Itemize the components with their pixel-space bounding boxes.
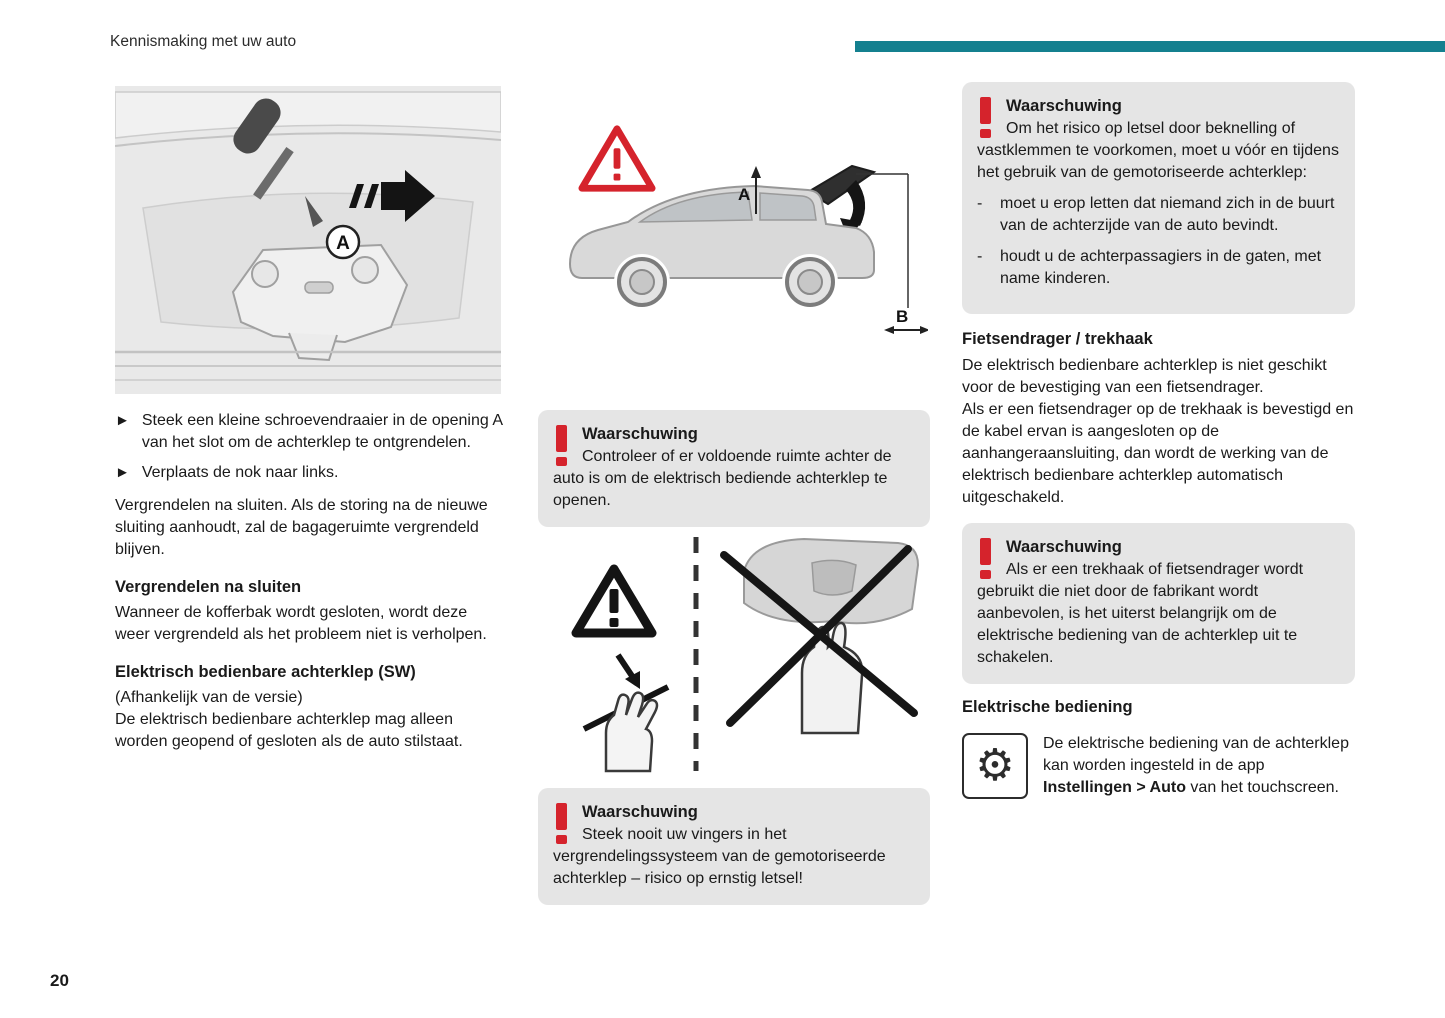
paragraph: De elektrisch bedienbare achterklep is niet geschikt voor de bevestiging van een fietsendrager. [962, 357, 1327, 396]
dash-bullet: - [977, 248, 983, 265]
page-number: 20 [50, 971, 69, 990]
dash-bullet: - [977, 195, 983, 212]
warning-box [538, 410, 930, 527]
label-a: A [336, 233, 350, 254]
paragraph: Vergrendelen na sluiten. Als de storing na de nieuwe sluiting aanhoudt, zal de bagageruimte vergrendeld blijven. [115, 497, 488, 558]
warning-box [538, 788, 930, 905]
settings-text-pre: De elektrische bediening van de achterklep kan worden ingesteld in de app [1043, 735, 1349, 774]
list-item [115, 462, 505, 484]
warning-triangle-black-icon [576, 569, 652, 633]
paragraph: Als er een fietsendrager op de trekhaak is bevestigd en de kabel ervan is aangesloten op de aanhangeraansluiting, dan wordt de werking van de elektrisch bedienbare achterklep automatisch uitgeschakeld. [962, 401, 1354, 506]
paragraph: De elektrisch bedienbare achterklep mag alleen worden geopend of gesloten als de auto stilstaat. [115, 711, 463, 750]
warning-box [962, 523, 1355, 684]
car-tailgate-illustration [556, 160, 928, 338]
warning-body: Controleer of er voldoende ruimte achter de auto is om de elektrisch bediende achterklep te openen. [553, 448, 892, 509]
right-column [962, 82, 1355, 799]
settings-text-post: van het touchscreen. [1185, 779, 1339, 796]
warning-exclamation-icon [556, 803, 568, 844]
warning-body: Als er een trekhaak of fietsendrager wordt gebruikt die niet door de fabrikant wordt aanbevolen, is het uiterst belangrijk om de elektrische bediening van de achterklep uit te schakelen. [977, 561, 1304, 666]
warning-exclamation-icon [980, 97, 992, 138]
gear-icon: ⚙ [975, 741, 1015, 790]
warning-title: Waarschuwing [582, 425, 698, 443]
warning-title: Waarschuwing [1006, 97, 1122, 115]
warning-box [962, 82, 1355, 314]
list-item [977, 193, 1339, 237]
accent-bar [855, 41, 1445, 52]
arrow-bullet-icon: ► [115, 412, 130, 429]
paragraph: Wanneer de kofferbak wordt gesloten, wordt deze weer vergrendeld als het probleem niet is verholpen. [115, 604, 487, 643]
section-heading: Elektrische bediening [962, 698, 1133, 716]
settings-path: Instellingen > Auto [1043, 779, 1186, 796]
list-item [115, 410, 505, 454]
settings-info [962, 733, 1355, 799]
instruction-list [115, 410, 505, 484]
section-heading: Fietsendrager / trekhaak [962, 330, 1153, 348]
list-item-text: houdt u de achterpassagiers in de gaten, met name kinderen. [1000, 248, 1322, 287]
warning-intro: Om het risico op letsel door beknelling of vastklemmen te voorkomen, moet u vóór en tijdens het gebruik van de gemotoriseerde achterklep: [977, 120, 1339, 181]
no-fingers-illustration [548, 533, 926, 775]
settings-text [1043, 733, 1355, 799]
hand-icon [606, 693, 657, 771]
warning-body: Steek nooit uw vingers in het vergrendelingssysteem van de gemotoriseerde achterklep – risico op ernstig letsel! [553, 826, 886, 887]
label-a: A [738, 185, 751, 204]
trunk-lock-illustration [115, 86, 501, 394]
settings-icon-frame [962, 733, 1028, 799]
paragraph: (Afhankelijk van de versie) [115, 689, 303, 706]
left-column [115, 86, 505, 753]
label-b: B [896, 307, 909, 326]
warning-list [977, 193, 1339, 290]
list-item-text: moet u erop letten dat niemand zich in de buurt van de achterzijde van de auto bevindt. [1000, 195, 1335, 234]
section-heading: Elektrisch bedienbare achterklep (SW) [115, 663, 416, 681]
warning-title: Waarschuwing [1006, 538, 1122, 556]
list-item [977, 246, 1339, 290]
chapter-header: Kennismaking met uw auto [110, 33, 297, 50]
warning-title: Waarschuwing [582, 803, 698, 821]
warning-exclamation-icon [556, 425, 568, 466]
section-heading: Vergrendelen na sluiten [115, 578, 302, 596]
instruction-text: Verplaats de nok naar links. [141, 464, 339, 481]
warning-exclamation-icon [980, 538, 992, 579]
arrow-bullet-icon: ► [115, 464, 130, 481]
instruction-text: Steek een kleine schroevendraaier in de opening A van het slot om de achterklep te ontgrendelen. [141, 412, 503, 451]
